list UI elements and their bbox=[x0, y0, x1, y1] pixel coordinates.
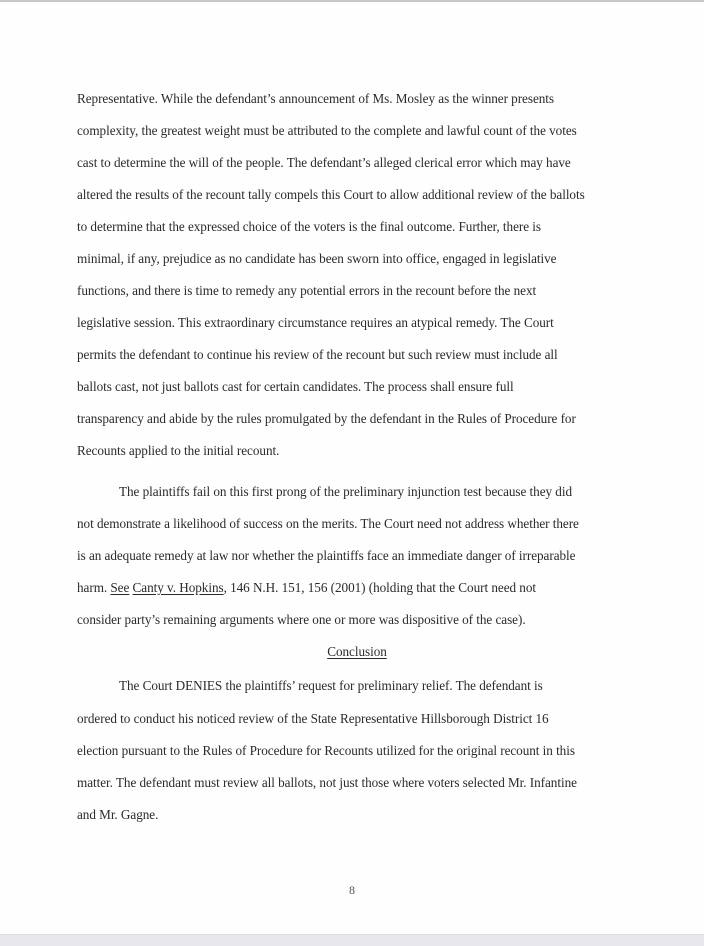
text-line: ordered to conduct his noticed review of the State Representative Hillsborough District 16 bbox=[77, 711, 549, 726]
text-line: consider party’s remaining arguments where one or more was dispositive of the case). bbox=[77, 612, 526, 627]
citation-line bbox=[77, 579, 536, 597]
text-line: matter. The defendant must review all ballots, not just those where voters selected Mr. Infantine bbox=[77, 775, 577, 790]
text-line: ballots cast, not just ballots cast for certain candidates. The process shall ensure full bbox=[77, 379, 514, 394]
text-line: cast to determine the will of the people. The defendant’s alleged clerical error which may have bbox=[77, 155, 571, 170]
citation-signal: See bbox=[110, 580, 130, 595]
case-name: Canty v. Hopkins bbox=[132, 580, 224, 595]
text-line: Representative. While the defendant’s announcement of Ms. Mosley as the winner presents bbox=[77, 91, 554, 106]
text-line: not demonstrate a likelihood of success on the merits. The Court need not address whether there bbox=[77, 516, 579, 531]
text-line: altered the results of the recount tally compels this Court to allow additional review of the ballots bbox=[77, 187, 585, 202]
text-line: transparency and abide by the rules promulgated by the defendant in the Rules of Procedure for bbox=[77, 411, 576, 426]
text-line: election pursuant to the Rules of Procedure for Recounts utilized for the original recount in this bbox=[77, 743, 575, 758]
text-line: is an adequate remedy at law nor whether the plaintiffs face an immediate danger of irreparable bbox=[77, 548, 576, 563]
text-line: complexity, the greatest weight must be attributed to the complete and lawful count of the votes bbox=[77, 123, 577, 138]
text-line: The plaintiffs fail on this first prong of the preliminary injunction test because they did bbox=[119, 484, 573, 499]
text-line: functions, and there is time to remedy any potential errors in the recount before the next bbox=[77, 283, 537, 298]
text-line: permits the defendant to continue his review of the recount but such review must include all bbox=[77, 347, 558, 362]
text-line: Recounts applied to the initial recount. bbox=[77, 443, 280, 458]
text-line: The Court DENIES the plaintiffs’ request for preliminary relief. The defendant is bbox=[119, 678, 543, 693]
viewer-bottom-bar bbox=[0, 935, 704, 946]
text-line: and Mr. Gagne. bbox=[77, 807, 159, 822]
text-fragment: harm. bbox=[77, 580, 111, 595]
citation-reporter: , 146 N.H. 151, 156 (2001) (holding that the Court need not bbox=[223, 580, 536, 595]
document-page bbox=[0, 2, 704, 935]
text-line: to determine that the expressed choice of the voters is the final outcome. Further, there is bbox=[77, 219, 541, 234]
section-heading-conclusion: Conclusion bbox=[327, 644, 387, 659]
page-number: 8 bbox=[349, 883, 355, 897]
text-line: minimal, if any, prejudice as no candidate has been sworn into office, engaged in legislative bbox=[77, 251, 557, 266]
text-line: legislative session. This extraordinary circumstance requires an atypical remedy. The Court bbox=[77, 315, 554, 330]
